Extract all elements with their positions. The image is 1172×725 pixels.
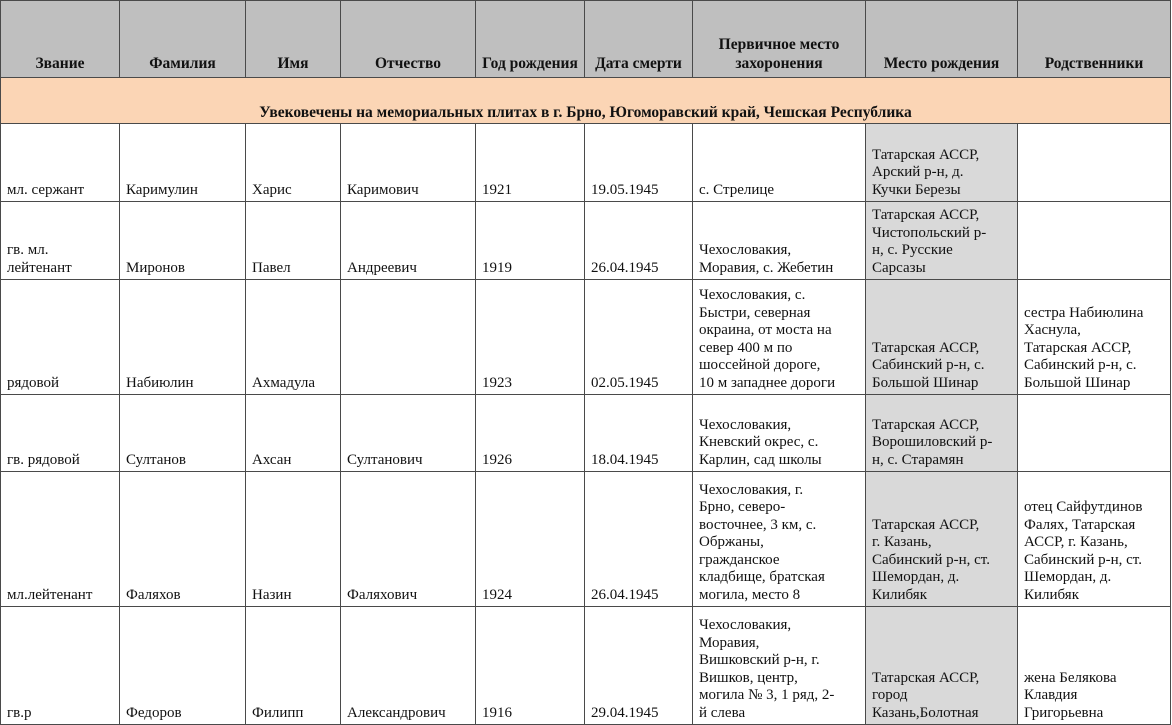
table-row (1, 280, 1171, 395)
cell-relatives (1018, 395, 1171, 472)
cell-name: Ахсан (246, 395, 341, 472)
cell-surname: Миронов (120, 202, 246, 280)
table-row (1, 202, 1171, 280)
cell-burial-place: Чехословакия, г. Брно, северо- восточнее, 3 км, с. Обржаны, гражданское кладбище, братская могила, место 8 (693, 472, 866, 607)
cell-death-date: 29.04.1945 (585, 607, 693, 725)
table-row (1, 124, 1171, 202)
cell-rank: мл.лейтенант (1, 472, 120, 607)
cell-birth-year: 1926 (476, 395, 585, 472)
column-header-name: Имя (246, 1, 341, 78)
cell-name: Ахмадула (246, 280, 341, 395)
cell-birth-year: 1916 (476, 607, 585, 725)
cell-rank: рядовой (1, 280, 120, 395)
cell-relatives: сестра Набиюлина Хаснула, Татарская АССР, Сабинский р-н, с. Большой Шинар (1018, 280, 1171, 395)
cell-patronymic (341, 280, 476, 395)
cell-patronymic: Каримович (341, 124, 476, 202)
table-header-row (1, 1, 1171, 78)
cell-relatives (1018, 202, 1171, 280)
cell-birth-year: 1921 (476, 124, 585, 202)
cell-relatives: жена Белякова Клавдия Григорьевна (1018, 607, 1171, 725)
cell-burial-place: Чехословакия, Моравия, с. Жебетин (693, 202, 866, 280)
column-header-birthplace: Место рождения (866, 1, 1018, 78)
column-header-patronymic: Отчество (341, 1, 476, 78)
cell-birthplace: Татарская АССР, Ворошиловский р- н, с. Старамян (866, 395, 1018, 472)
cell-patronymic: Султанович (341, 395, 476, 472)
cell-birthplace: Татарская АССР, г. Казань, Сабинский р-н, ст. Шемордан, д. Килибяк (866, 472, 1018, 607)
cell-rank: гв. мл. лейтенант (1, 202, 120, 280)
cell-birth-year: 1924 (476, 472, 585, 607)
cell-patronymic: Фаляхович (341, 472, 476, 607)
cell-surname: Набиюлин (120, 280, 246, 395)
column-header-burial-place: Первичное место захоронения (693, 1, 866, 78)
cell-surname: Каримулин (120, 124, 246, 202)
cell-birthplace: Татарская АССР, Сабинский р-н, с. Большой Шинар (866, 280, 1018, 395)
cell-rank: гв.р (1, 607, 120, 725)
cell-birthplace: Татарская АССР, город Казань,Болотная (866, 607, 1018, 725)
cell-birthplace: Татарская АССР, Чистопольский р- н, с. Русские Сарсазы (866, 202, 1018, 280)
cell-birth-year: 1919 (476, 202, 585, 280)
column-header-relatives: Родственники (1018, 1, 1171, 78)
cell-surname: Султанов (120, 395, 246, 472)
cell-relatives (1018, 124, 1171, 202)
cell-burial-place: Чехословакия, с. Быстри, северная окраина, от моста на север 400 м по шоссейной дороге, 10 м западнее дороги (693, 280, 866, 395)
cell-burial-place: Чехословакия, Моравия, Вишковский р-н, г. Вишков, центр, могила № 3, 1 ряд, 2- й слева (693, 607, 866, 725)
column-header-death-date: Дата смерти (585, 1, 693, 78)
cell-patronymic: Александрович (341, 607, 476, 725)
cell-death-date: 02.05.1945 (585, 280, 693, 395)
section-title: Увековечены на мемориальных плитах в г. Брно, Югоморавский край, Чешская Республика (1, 78, 1171, 124)
column-header-birth-year: Год рождения (476, 1, 585, 78)
cell-burial-place: с. Стрелице (693, 124, 866, 202)
cell-death-date: 19.05.1945 (585, 124, 693, 202)
cell-name: Филипп (246, 607, 341, 725)
table-row (1, 607, 1171, 725)
table-row (1, 472, 1171, 607)
cell-name: Назин (246, 472, 341, 607)
cell-birthplace: Татарская АССР, Арский р-н, д. Кучки Березы (866, 124, 1018, 202)
table-row (1, 395, 1171, 472)
cell-death-date: 26.04.1945 (585, 202, 693, 280)
cell-relatives: отец Сайфутдинов Фалях, Татарская АССР, г. Казань, Сабинский р-н, ст. Шемордан, д. Килибяк (1018, 472, 1171, 607)
cell-death-date: 18.04.1945 (585, 395, 693, 472)
cell-burial-place: Чехословакия, Кневский окрес, с. Карлин, сад школы (693, 395, 866, 472)
cell-death-date: 26.04.1945 (585, 472, 693, 607)
cell-name: Харис (246, 124, 341, 202)
cell-name: Павел (246, 202, 341, 280)
cell-birth-year: 1923 (476, 280, 585, 395)
cell-patronymic: Андреевич (341, 202, 476, 280)
cell-rank: гв. рядовой (1, 395, 120, 472)
cell-surname: Федоров (120, 607, 246, 725)
cell-rank: мл. сержант (1, 124, 120, 202)
column-header-rank: Звание (1, 1, 120, 78)
section-header-row (1, 78, 1171, 124)
cell-surname: Фаляхов (120, 472, 246, 607)
column-header-surname: Фамилия (120, 1, 246, 78)
